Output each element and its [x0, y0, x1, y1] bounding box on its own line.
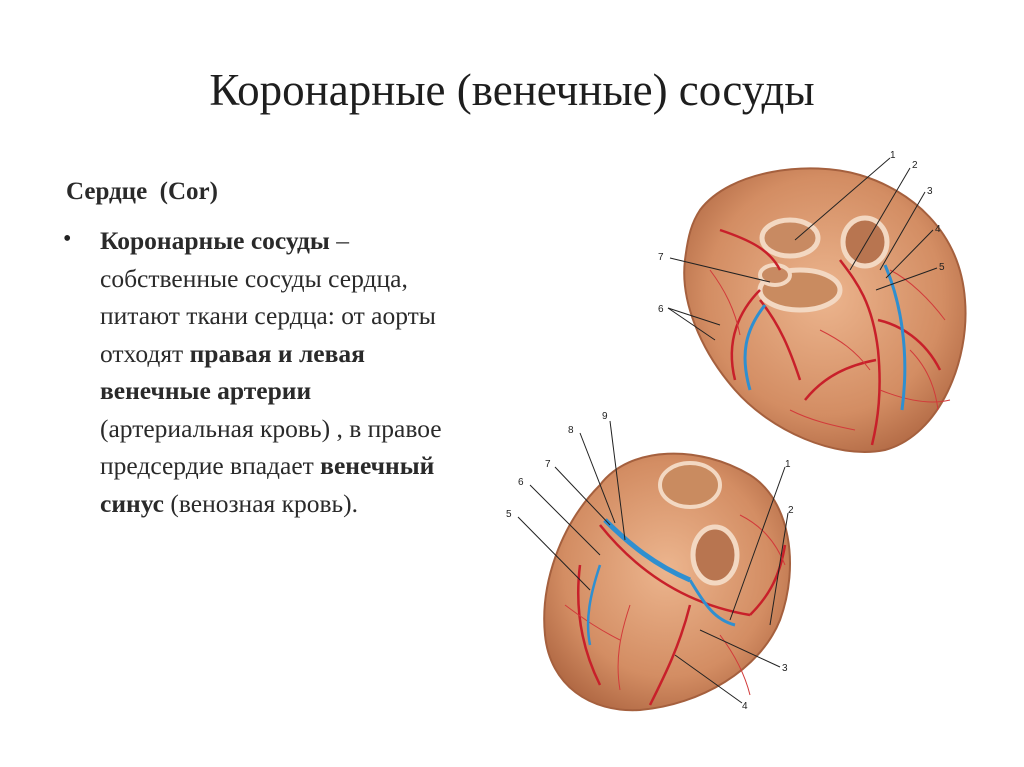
vessel-opening-bottom-1: [693, 527, 737, 583]
bullet-text: [100, 222, 460, 522]
vessel-opening-1: [762, 220, 818, 256]
slide-title: Коронарные (венечные) сосуды: [209, 65, 815, 115]
bullet-part-4: (артериальная кровь) , в правое предсердие впадает: [100, 413, 442, 480]
label-bottom-9: 9: [602, 411, 608, 422]
label-bottom-1: 1: [785, 459, 791, 470]
label-top-5: 5: [939, 262, 945, 273]
label-top-4: 4: [935, 224, 941, 235]
label-top-6: 6: [658, 304, 664, 315]
label-top-3: 3: [927, 186, 933, 197]
vessel-opening-4: [760, 265, 790, 285]
label-bottom-8: 8: [568, 425, 574, 436]
label-bottom-5: 5: [506, 509, 512, 520]
label-bottom-6: 6: [518, 477, 524, 488]
label-bottom-2: 2: [788, 505, 794, 516]
bullet-part-2: – собственные сосуды сердца, питают ткани сердца: от аорты отходят: [100, 226, 436, 368]
label-top-7: 7: [658, 252, 664, 263]
heart-illustration-bottom: [490, 405, 820, 715]
label-top-1: 1: [890, 150, 896, 161]
vessel-opening-2: [843, 218, 887, 266]
label-top-2: 2: [912, 160, 918, 171]
bullet-part-3: правая и левая венечные артерии: [100, 338, 365, 405]
bullet-part-1: Коронарные сосуды: [100, 226, 330, 255]
label-bottom-3: 3: [782, 663, 788, 674]
bullet-marker: •: [63, 226, 72, 252]
bullet-part-6: (венозная кровь).: [164, 488, 359, 518]
subtitle: Сердце (Cor): [66, 178, 218, 205]
label-bottom-4: 4: [742, 701, 748, 712]
vessel-opening-bottom-2: [660, 463, 720, 507]
label-bottom-7: 7: [545, 459, 551, 470]
bullet-part-5: венечный синус: [100, 451, 435, 518]
